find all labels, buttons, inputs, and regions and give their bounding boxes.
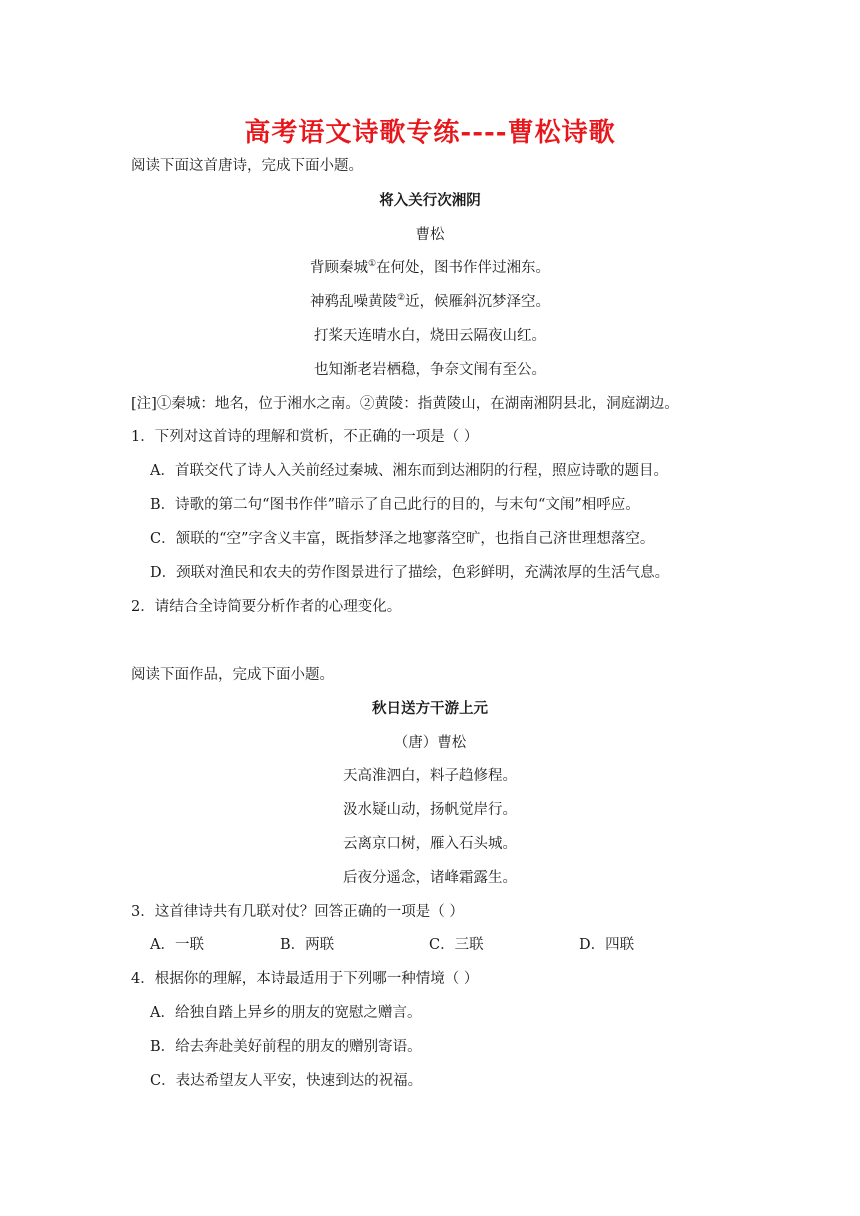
question-4-option-b: B．给去奔赴美好前程的朋友的赠别寄语。 (150, 1039, 422, 1055)
poem2-line: 汲水疑山动，扬帆觉岸行。 (343, 802, 517, 818)
poem2-line: 后夜分遥念，诸峰霜露生。 (343, 870, 517, 886)
question-1-option-d: D．颈联对渔民和农夫的劳作图景进行了描绘，色彩鲜明，充满浓厚的生活气息。 (150, 565, 670, 581)
poem1-line (0, 258, 860, 278)
poem1-line-text: 也知渐老岩栖稳，争奈文闱有至公。 (314, 362, 546, 378)
question-4-option-c: C．表达希望友人平安，快速到达的祝福。 (150, 1073, 423, 1089)
poem2-line: 云离京口树，雁入石头城。 (343, 836, 517, 852)
poem1-line-text: 神鸦乱噪黄陵 (309, 294, 397, 310)
question-1: 1．下列对这首诗的理解和赏析，不正确的一项是（ ） (131, 429, 479, 445)
poem1-line (0, 360, 860, 380)
question-1-option-a: A．首联交代了诗人入关前经过秦城、湘东而到达湘阴的行程，照应诗歌的题目。 (150, 463, 668, 479)
section1-intro: 阅读下面这首唐诗，完成下面小题。 (131, 158, 363, 174)
question-1-option-b: B．诗歌的第二句“图书作伴”暗示了自己此行的目的，与末句“文闱”相呼应。 (150, 497, 640, 513)
question-3-option-d: D．四联 (579, 937, 635, 953)
question-4: 4．根据你的理解，本诗最适用于下列哪一种情境（ ） (131, 971, 479, 987)
poem1-author: 曹松 (415, 227, 445, 243)
question-3: 3．这首律诗共有几联对仗？回答正确的一项是（ ） (131, 904, 464, 920)
footnote-marker: ② (396, 293, 406, 304)
poem1-note: [注]①秦城：地名，位于湘水之南。②黄陵：指黄陵山，在湖南湘阴县北，洞庭湖边。 (131, 396, 679, 412)
poem2-line: 天高淮泗白，料子趋修程。 (343, 768, 517, 784)
question-1-option-c: C．颔联的“空”字含义丰富，既指梦泽之地寥落空旷，也指自己济世理想落空。 (150, 531, 655, 547)
poem2-title: 秋日送方干游上元 (372, 700, 488, 717)
question-3-option-a: A．一联 (150, 937, 204, 953)
footnote-marker: ① (367, 259, 377, 270)
poem1-title: 将入关行次湘阴 (379, 192, 481, 209)
page-title: 高考语文诗歌专练----曹松诗歌 (244, 118, 616, 148)
question-3-option-b: B．两联 (280, 937, 335, 953)
poem1-line-text: 打桨天连晴水白，烧田云隔夜山红。 (314, 328, 546, 344)
poem2-author: （唐）曹松 (393, 735, 467, 751)
section2-intro: 阅读下面作品，完成下面小题。 (131, 667, 334, 683)
poem1-line (0, 326, 860, 346)
poem1-line-text: 近，候雁斜沉梦泽空。 (405, 294, 551, 310)
poem1-line-text: 背顾秦城 (309, 260, 368, 276)
question-2: 2．请结合全诗简要分析作者的心理变化。 (131, 599, 402, 615)
question-4-option-a: A．给独自踏上异乡的朋友的宽慰之赠言。 (150, 1005, 422, 1021)
poem1-line-text: 在何处，图书作伴过湘东。 (376, 260, 551, 276)
poem1-line (0, 292, 860, 312)
question-3-option-c: C．三联 (429, 937, 484, 953)
